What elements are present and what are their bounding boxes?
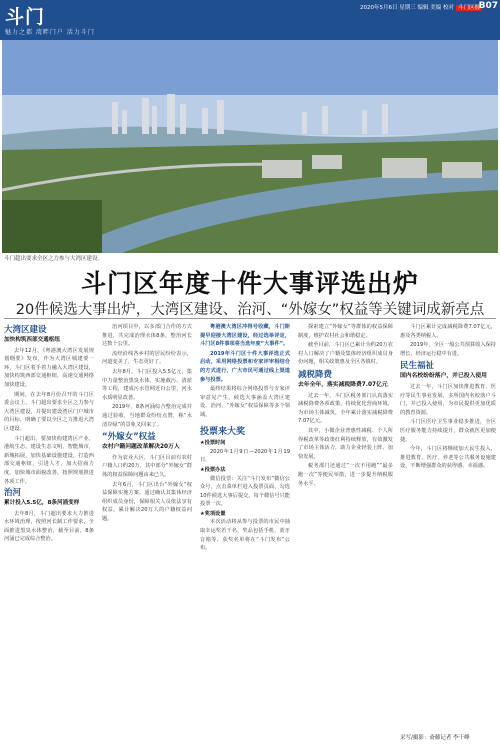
paragraph: 治河项目中，以多部门合作的方式推进，共完成治理水体8条，整治河长达数十公里。	[102, 324, 192, 348]
article-body	[0, 323, 500, 723]
date-text: 2020年5月6日 星期三 编辑 美编 校对	[359, 5, 454, 11]
section-subheading: 累计投入5.5亿，8条河涌变样	[4, 500, 80, 507]
paragraph: 其中，小微企业普惠性减税、个人所得税改革等政策红利持续释放，有效激发了市场主体活力，助力企业轻装上阵、加快发展。	[298, 427, 393, 460]
masthead-slogan: 魅力之都 湾畔门户 活力斗门	[5, 29, 95, 36]
paragraph: 去年8月，斗门超出要求大力推进水环境治理，按照河长制工作要求，全面推进黑臭水体整治，截至目前，8条河涌已完成综合整治。	[4, 510, 94, 543]
aerial-city-photo	[2, 40, 498, 253]
section-heading: 治河	[4, 488, 22, 499]
paragraph: 今年，斗门区将继续加大民生投入，推进教育、医疗、养老等公共服务设施建设，不断增强群众的获得感、幸福感。	[400, 446, 496, 470]
paragraph: 去年6月，斗门区出台“外嫁女”权益保障实施方案，通过确认其集体经济组织成员身份，保障相关人员依法享有权益，累计解决20万人的户籍权益问题。	[102, 481, 192, 522]
paragraph: 探索建立“外嫁女”等群体的权益保障制度，维护农村社会和谐稳定。	[298, 324, 393, 339]
paragraph: 最终结果将综合网络投票与专家评审意见产生，候选大事涵盖大湾区建设、治河、“外嫁女”权益保障等多个领域。	[200, 386, 290, 418]
column-3	[200, 323, 290, 723]
masthead	[0, 0, 500, 40]
section-heading: 民生福祉	[400, 361, 435, 372]
paragraph: 过去一年，斗门区税务部门认真落实减税降费各项政策，持续优化营商环境，为市场主体减负，全年累计落实减税降费7.07亿元。	[298, 392, 393, 425]
newspaper-logo: 斗门	[5, 6, 46, 28]
paragraph: 斗门区医疗卫生事业稳步推进，全区医疗服务能力持续提升，群众就医更加便捷。	[400, 419, 496, 443]
section-subheading: 国内名校纷纷落户，并已投入使用	[400, 373, 487, 380]
paragraph: 截至目前，斗门区已累计为约20万农村人口解决了户籍及集体经济组织成员身份问题，相关政策惠及全区各镇村。	[298, 342, 393, 366]
paragraph: 斗门区累计完成减税降费7.07亿元，惠及各类纳税人。	[400, 324, 496, 339]
highlight-paragraph: 粤港澳大湾区冲得号收藏，斗门斯提早迎接大湾区建设，经过选举评定，斗门区8件事项将当选年度“大事件”。	[200, 324, 290, 348]
paragraph: 流经沿线各乡村的居民纷纷表示，河道变美了，生态更好了。	[102, 350, 192, 366]
paragraph: 去年8月，斗门区投入5.5亿元，集中力量整治黑臭水体，实施截污、清淤等工程，建成污水管网近百公里，河水水质明显改善。	[102, 368, 192, 401]
city-skyline-illustration	[2, 40, 498, 253]
section-tag: 斗门区报	[457, 5, 480, 11]
vote-time: 2020年1月9日—2020年1月19日。	[200, 448, 290, 464]
page-number: B07	[478, 1, 498, 11]
vote-method: 微信投票：关注“斗门发布”微信公众号，点击菜单栏进入投票页面，勾选10件候选大事后提交。每个微信号只能投票一次。	[200, 475, 290, 508]
photo-caption: 斗门超出要求全区之力参与大湾区建设。	[4, 256, 104, 262]
paragraph: 税务部门还通过“一次不用跑”“最多跑一次”等便民举措，进一步提升纳税服务水平。	[298, 463, 393, 487]
subheadline: 20件候选大事出炉，大湾区建设、治河、“外嫁女”权益等关键词成新亮点	[15, 302, 485, 318]
prize-heading: ★奖项设置	[200, 510, 226, 517]
paragraph: 过去一年，斗门区加快推进教育、医疗等民生事业发展，多所国内名校落户斗门，并已投入使用，为市民提供更加优质的教育资源。	[400, 383, 496, 416]
paragraph: 斗门超出，要加快构建湾区产业、港航生态，建设生态文明、智能城市，新城拓展，加快基础设施建设，打造西部交通枢纽，引进人才，加大招商力度，加快城市面貌改善，按照规划推进各项工作。	[4, 435, 94, 485]
section-subheading: 去年全年，落实减税降费7.07亿元	[298, 381, 388, 388]
section-heading: “外嫁女”权益	[102, 432, 156, 443]
column-1	[4, 323, 94, 723]
paragraph: 作为农业大区，斗门区目前有农村户籍人口约20万，其中部分“外嫁女”群体的权益保障问题由来已久。	[102, 454, 192, 478]
paragraph: 2019年，8条河涌综合整治完成并通过验收，当地群众纷纷点赞，称“水清岸绿”的景象又回来了。	[102, 404, 192, 428]
prize-detail: 本次活动将从参与投票的市民中抽取幸运奖若干名，奖品包括手机、蓝牙音箱等，获奖名单将在“斗门发布”公布。	[200, 519, 290, 552]
column-2	[102, 323, 192, 723]
section-subheading: 农村户籍问题改革解决20万人	[102, 444, 180, 451]
vote-box-title: 投票来大奖	[200, 426, 246, 437]
byline: 采写/摄影：斋藤记者 李干峰	[400, 735, 470, 741]
vote-method-heading: ★投票办法	[200, 466, 226, 473]
highlight-paragraph: 2019年斗门区十件大事评选正式启动，采用网络投票和专家评审相结合的方式进行，广大市民可通过线上渠道参与投票。	[200, 350, 290, 383]
paragraph: 2019年，全区一般公共预算收入保持增长，经济运行稳中有进。	[400, 342, 496, 357]
paragraph: 去年12月，《粤港澳大湾区发展规划纲要》发布，作为大湾区城建要一环，斗门区着手着力融入大湾区建设，加快构筑西部交通枢纽，高速交通网络加快建设。	[4, 347, 94, 388]
divider	[4, 318, 496, 319]
column-5	[400, 323, 496, 723]
section-heading: 大湾区建设	[4, 325, 47, 335]
section-heading: 减税降费	[298, 369, 333, 380]
vote-time-heading: ★投票时间	[200, 440, 226, 447]
headline: 斗门区年度十件大事评选出炉	[80, 269, 419, 298]
section-subheading: 加快构筑西部交通枢纽	[4, 337, 60, 343]
dateline	[360, 3, 482, 11]
column-4	[298, 323, 393, 723]
paragraph: 期间，在去年8月份召开的斗门区委会议上，斗门超出要求全区之力参与大湾区建设，并提出建设湾区门户城市的目标，明确了要以全区之力推进大湾区建设。	[4, 391, 94, 432]
